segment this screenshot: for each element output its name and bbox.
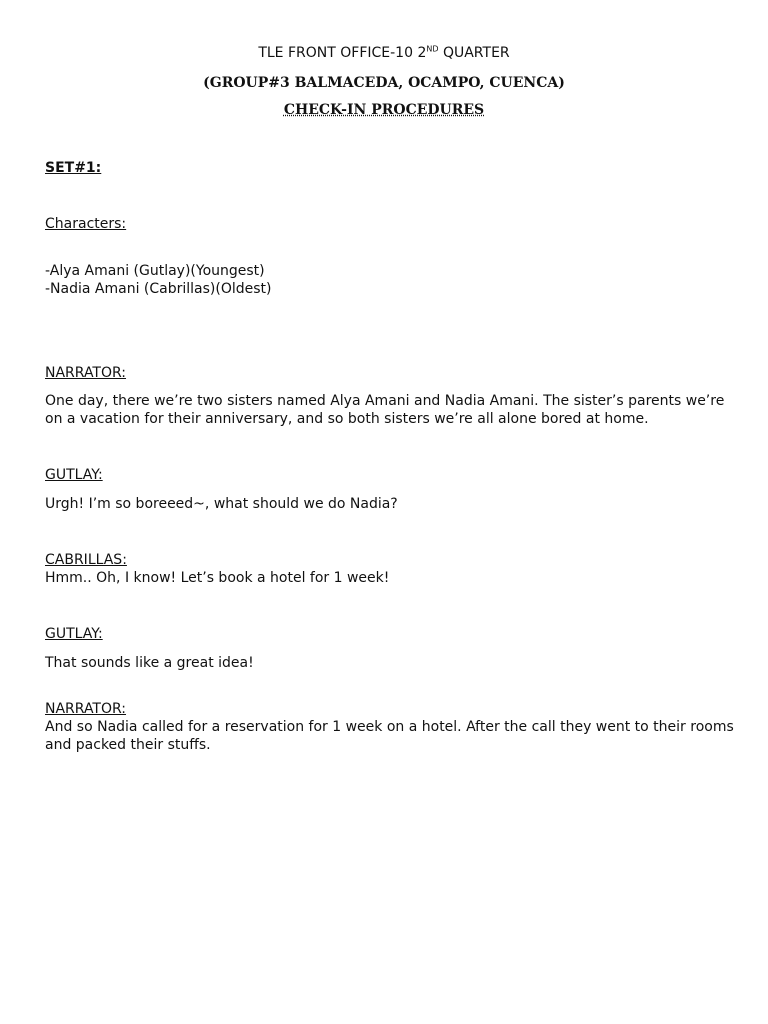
character-item: -Alya Amani (Gutlay)(Youngest) <box>45 263 265 279</box>
topic-heading <box>0 102 768 118</box>
speaker-label: GUTLAY: <box>45 626 103 642</box>
dialogue-line: One day, there we’re two sisters named Alya Amani and Nadia Amani. The sister’s parents we’re on a vacation for their anniversary, and so both sisters we’re all alone bored at home. <box>45 393 725 427</box>
characters-heading: Characters: <box>45 216 127 232</box>
character-item: -Nadia Amani (Cabrillas)(Oldest) <box>45 281 272 297</box>
group-heading: (GROUP#3 BALMACEDA, OCAMPO, CUENCA) <box>203 75 565 91</box>
speaker-label: GUTLAY: <box>45 467 103 483</box>
set-label: SET#1: <box>45 160 102 176</box>
speaker-label: CABRILLAS: <box>45 552 127 568</box>
document-title <box>0 45 768 61</box>
title-end: QUARTER <box>438 45 510 61</box>
speaker-label: NARRATOR: <box>45 365 127 381</box>
topic-heading-text: CHECK-IN PROCEDURES <box>283 102 485 118</box>
dialogue-line: And so Nadia called for a reservation for 1 week on a hotel. After the call they went to their rooms and packed their stuffs. <box>45 719 734 753</box>
title-superscript: ND <box>426 44 439 54</box>
title-main: TLE FRONT OFFICE-10 2 <box>258 45 427 61</box>
dialogue-line: That sounds like a great idea! <box>45 655 254 671</box>
speaker-label: NARRATOR: <box>45 701 127 717</box>
dialogue-line: Hmm.. Oh, I know! Let’s book a hotel for 1 week! <box>45 570 390 586</box>
dialogue-line: Urgh! I’m so boreeed~, what should we do Nadia? <box>45 496 398 512</box>
